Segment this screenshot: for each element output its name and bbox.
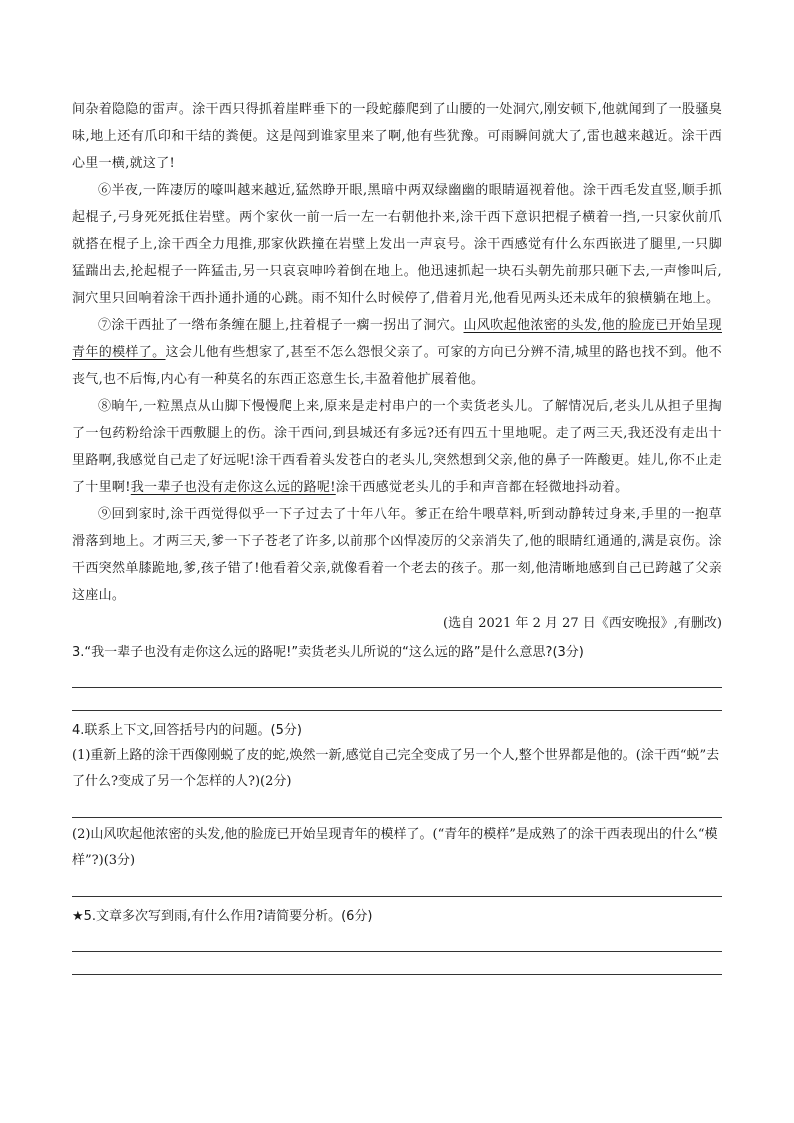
passage-paragraph-8 bbox=[72, 393, 722, 501]
answer-line[interactable] bbox=[72, 795, 722, 818]
paragraph-8-start: ⑧晌午,一粒黑点从山脚下慢慢爬上来,原来是走村串户的一个卖货老头儿。了解情况后,老头儿从担子里掏了一包药粉给涂干西敷腿上的伤。涂干西问,到县城还有多远?还有四五十里地呢。走了两三天,我还没有走出十里路啊,我感觉自己走了好远呢!涂干西看着头发苍白的老头儿,突然想到父亲,他的鼻子一阵酸更。娃儿,你不止走了十里啊! bbox=[72, 399, 722, 495]
answer-line[interactable] bbox=[72, 688, 722, 711]
passage-paragraph-9: ⑨回到家时,涂干西觉得似乎一下子过去了十年八年。爹正在给牛喂草料,听到动静转过身来,手里的一抱草滑落到地上。才两三天,爹一下子苍老了许多,以前那个凶悍凌厉的父亲消失了,他的眼睛红通通的,满是哀伤。涂干西突然单膝跪地,爹,孩子错了!他看着父亲,就像看着一个老去的孩子。那一刻,他清晰地感到自己已跨越了父亲这座山。 bbox=[72, 507, 722, 603]
answer-line[interactable] bbox=[72, 874, 722, 897]
exam-page bbox=[72, 96, 722, 975]
passage-paragraph-6: ⑥半夜,一阵凄厉的嚎叫越来越近,猛然睁开眼,黑暗中两双绿幽幽的眼睛逼视着他。涂干西毛发直竖,顺手抓起棍子,弓身死死抵住岩壁。两个家伙一前一后一左一右朝他扑来,涂干西下意识把棍子横着一挡,一只家伙前爪就搭在棍子上,涂干西全力甩推,那家伙跌撞在岩壁上发出一声哀号。涂干西感觉有什么东西嵌进了腿里,一只脚猛踹出去,抡起棍子一阵猛击,另一只哀哀呻吟着倒在地上。他迅速抓起一块石头朝先前那只砸下去,一声惨叫后,洞穴里只回响着涂干西扑通扑通的心跳。雨不知什么时候停了,借着月光,他看见两头还未成年的狼横躺在地上。 bbox=[72, 183, 722, 306]
question-4-part-2: (2)山风吹起他浓密的头发,他的脸庞已开始呈现青年的模样了。(“青年的模样”是成熟了的涂干西表现出的什么“模样”?)(3分) bbox=[72, 827, 718, 868]
answer-line[interactable] bbox=[72, 665, 722, 688]
question-4: 4.联系上下文,回答括号内的问题。(5分) bbox=[72, 723, 302, 738]
passage-paragraph-7 bbox=[72, 312, 722, 393]
question-4-part-1: (1)重新上路的涂干西像刚蜕了皮的蛇,焕然一新,感觉自己完全变成了另一个人,整个世界都是他的。(涂干西“蜕”去了什么?变成了另一个怎样的人?)(2分) bbox=[72, 748, 720, 789]
passage-paragraph-top: 间杂着隐隐的雷声。涂干西只得抓着崖畔垂下的一段蛇藤爬到了山腰的一处洞穴,刚安顿下,他就闻到了一股骚臭味,地上还有爪印和干结的粪便。这是闯到谁家里来了啊,他有些犹豫。可雨瞬间就大了,雷也越来越近。涂干西心里一横,就这了! bbox=[72, 102, 722, 171]
underlined-sentence-hair: 山风吹起他浓密的头发,他的脸庞已开始呈现青年的模样了。 bbox=[72, 318, 722, 360]
source-citation: (选自 2021 年 2 月 27 日《西安晚报》,有删改) bbox=[443, 616, 722, 631]
paragraph-7-end: 这会儿他有些想家了,甚至不怎么怨恨父亲了。可家的方向已分辨不清,城里的路也找不到。他不丧气,也不后悔,内心有一种莫名的东西正恣意生长,丰盈着他扩展着他。 bbox=[72, 345, 722, 387]
question-5: ★5.文章多次写到雨,有什么作用?请简要分析。(6分) bbox=[72, 909, 373, 924]
answer-line[interactable] bbox=[72, 929, 722, 952]
paragraph-7-start: ⑦涂干西扯了一绺布条缠在腿上,拄着棍子一瘸一拐出了洞穴。 bbox=[98, 318, 464, 333]
question-3: 3.“我一辈子也没有走你这么远的路呢!”卖货老头儿所说的“这么远的路”是什么意思?(3分) bbox=[72, 645, 584, 660]
paragraph-8-end: 涂干西感觉老头儿的手和声音都在轻微地抖动着。 bbox=[335, 480, 629, 495]
answer-line[interactable] bbox=[72, 952, 722, 975]
underlined-sentence-road: 我一辈子也没有走你这么远的路呢! bbox=[130, 480, 336, 495]
